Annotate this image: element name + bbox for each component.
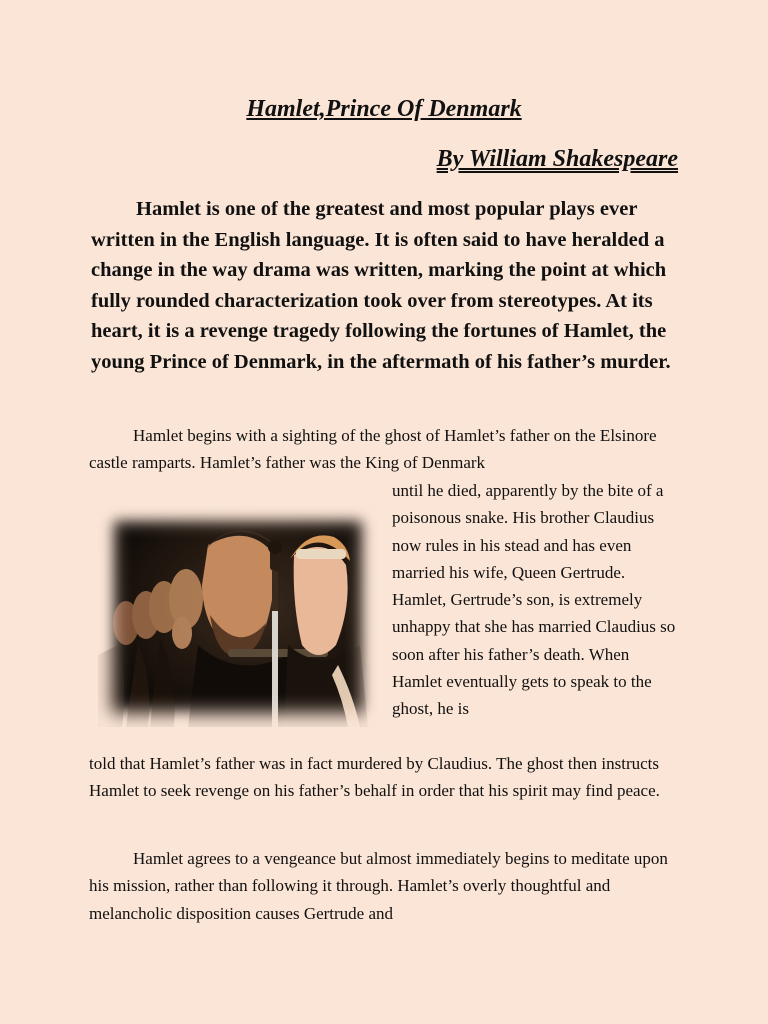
intro-paragraph: Hamlet is one of the greatest and most popular plays ever written in the English language. It is often said to have heralded a change in the way drama was written, marking the point at which fully rounded characterization took over from stereotypes. At its heart, it is a revenge tragedy following the fortunes of Hamlet, the young Prince of Denmark, in the aftermath of his father’s murder. <box>91 198 671 373</box>
paragraph-1-top: Hamlet begins with a sighting of the ghost of Hamlet’s father on the Elsinore castle ramparts. Hamlet’s father was the King of Denmark <box>89 426 657 473</box>
poster-illustration <box>98 505 378 727</box>
document-author: By William Shakespeare <box>436 146 678 172</box>
document-title: Hamlet,Prince Of Denmark <box>246 96 522 122</box>
paragraph-1-side: until he died, apparently by the bite of a poisonous snake. His brother Claudius now rules in his stead and has even married his wife, Queen Gertrude. Hamlet, Gertrude’s son, is extremely unhappy that she has married Claudius so soon after his father’s death. When Hamlet eventually gets to speak to the ghost, he is <box>392 481 676 719</box>
paragraph-1-bottom: told that Hamlet’s father was in fact murdered by Claudius. The ghost then instructs Hamlet to seek revenge on his father’s behalf in order that his spirit may find peace. <box>89 754 660 801</box>
paragraph-2: Hamlet agrees to a vengeance but almost immediately begins to meditate upon his mission, rather than following it through. Hamlet’s overly thoughtful and melancholic disposition causes Gertrude and <box>89 849 668 923</box>
film-poster-image <box>98 505 378 727</box>
